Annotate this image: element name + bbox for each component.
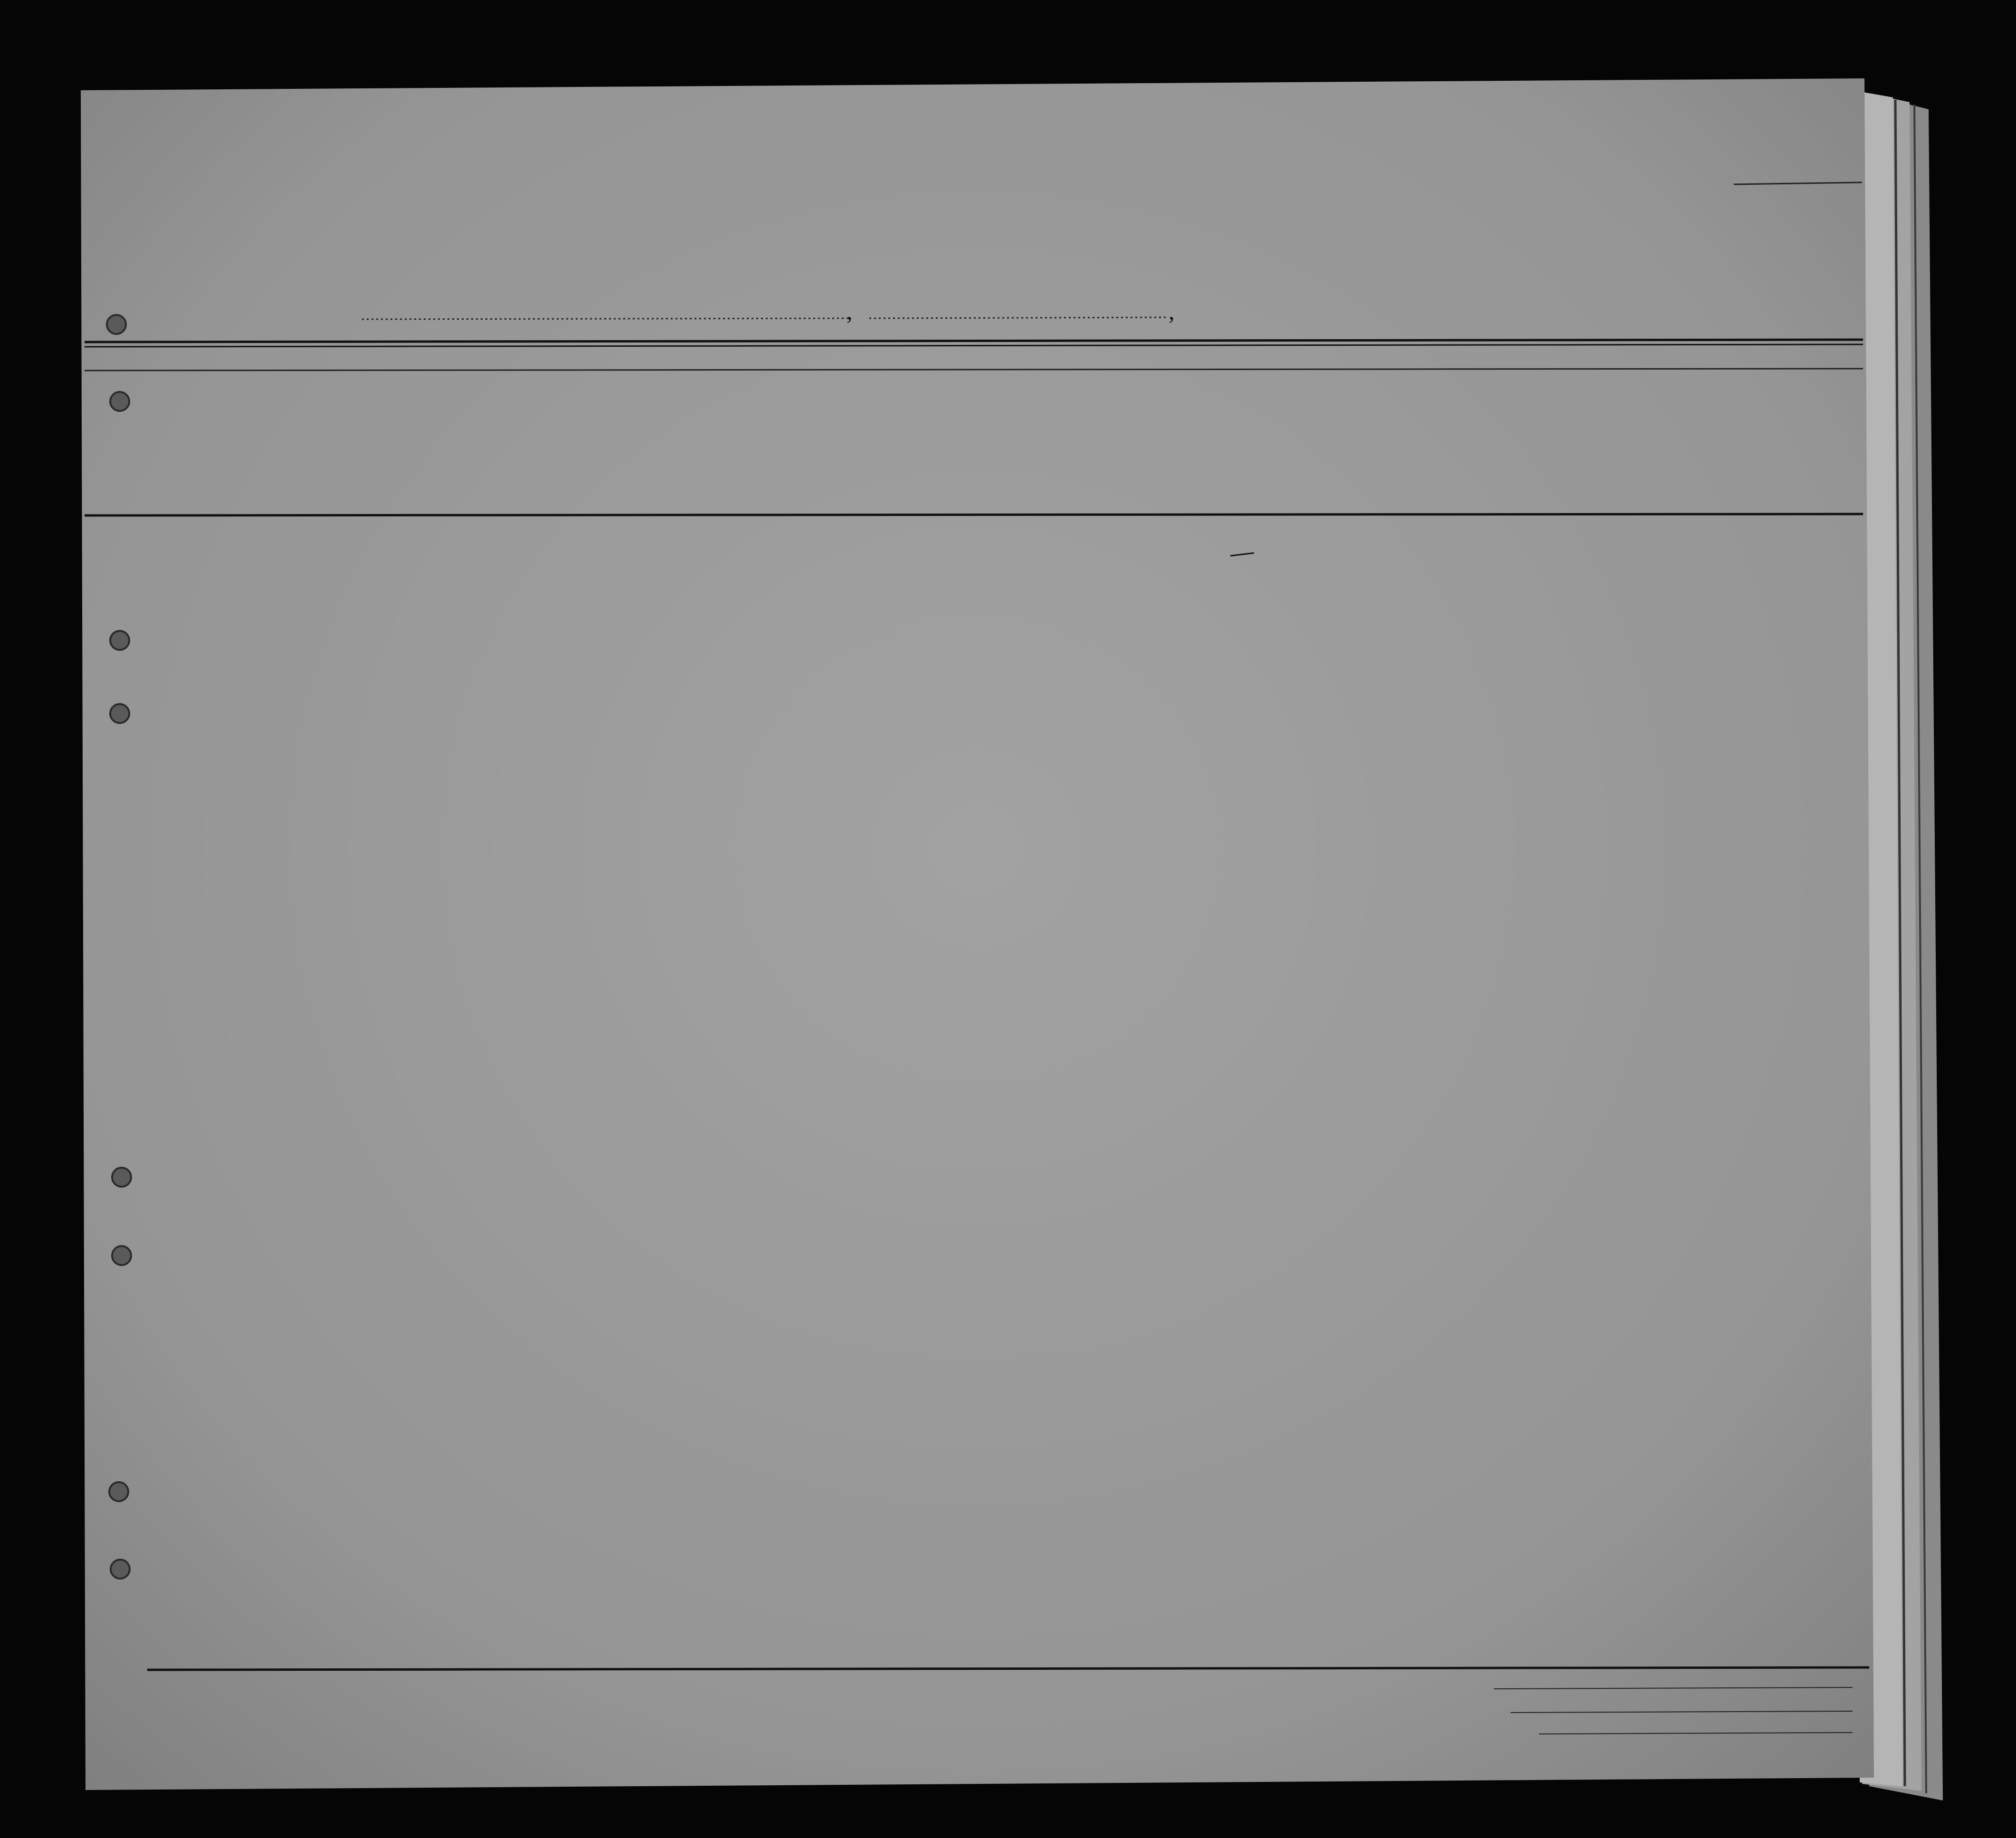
manifest-paper (81, 78, 1874, 1790)
svg-text:,: , (1169, 298, 1175, 324)
svg-text:,: , (846, 298, 853, 324)
